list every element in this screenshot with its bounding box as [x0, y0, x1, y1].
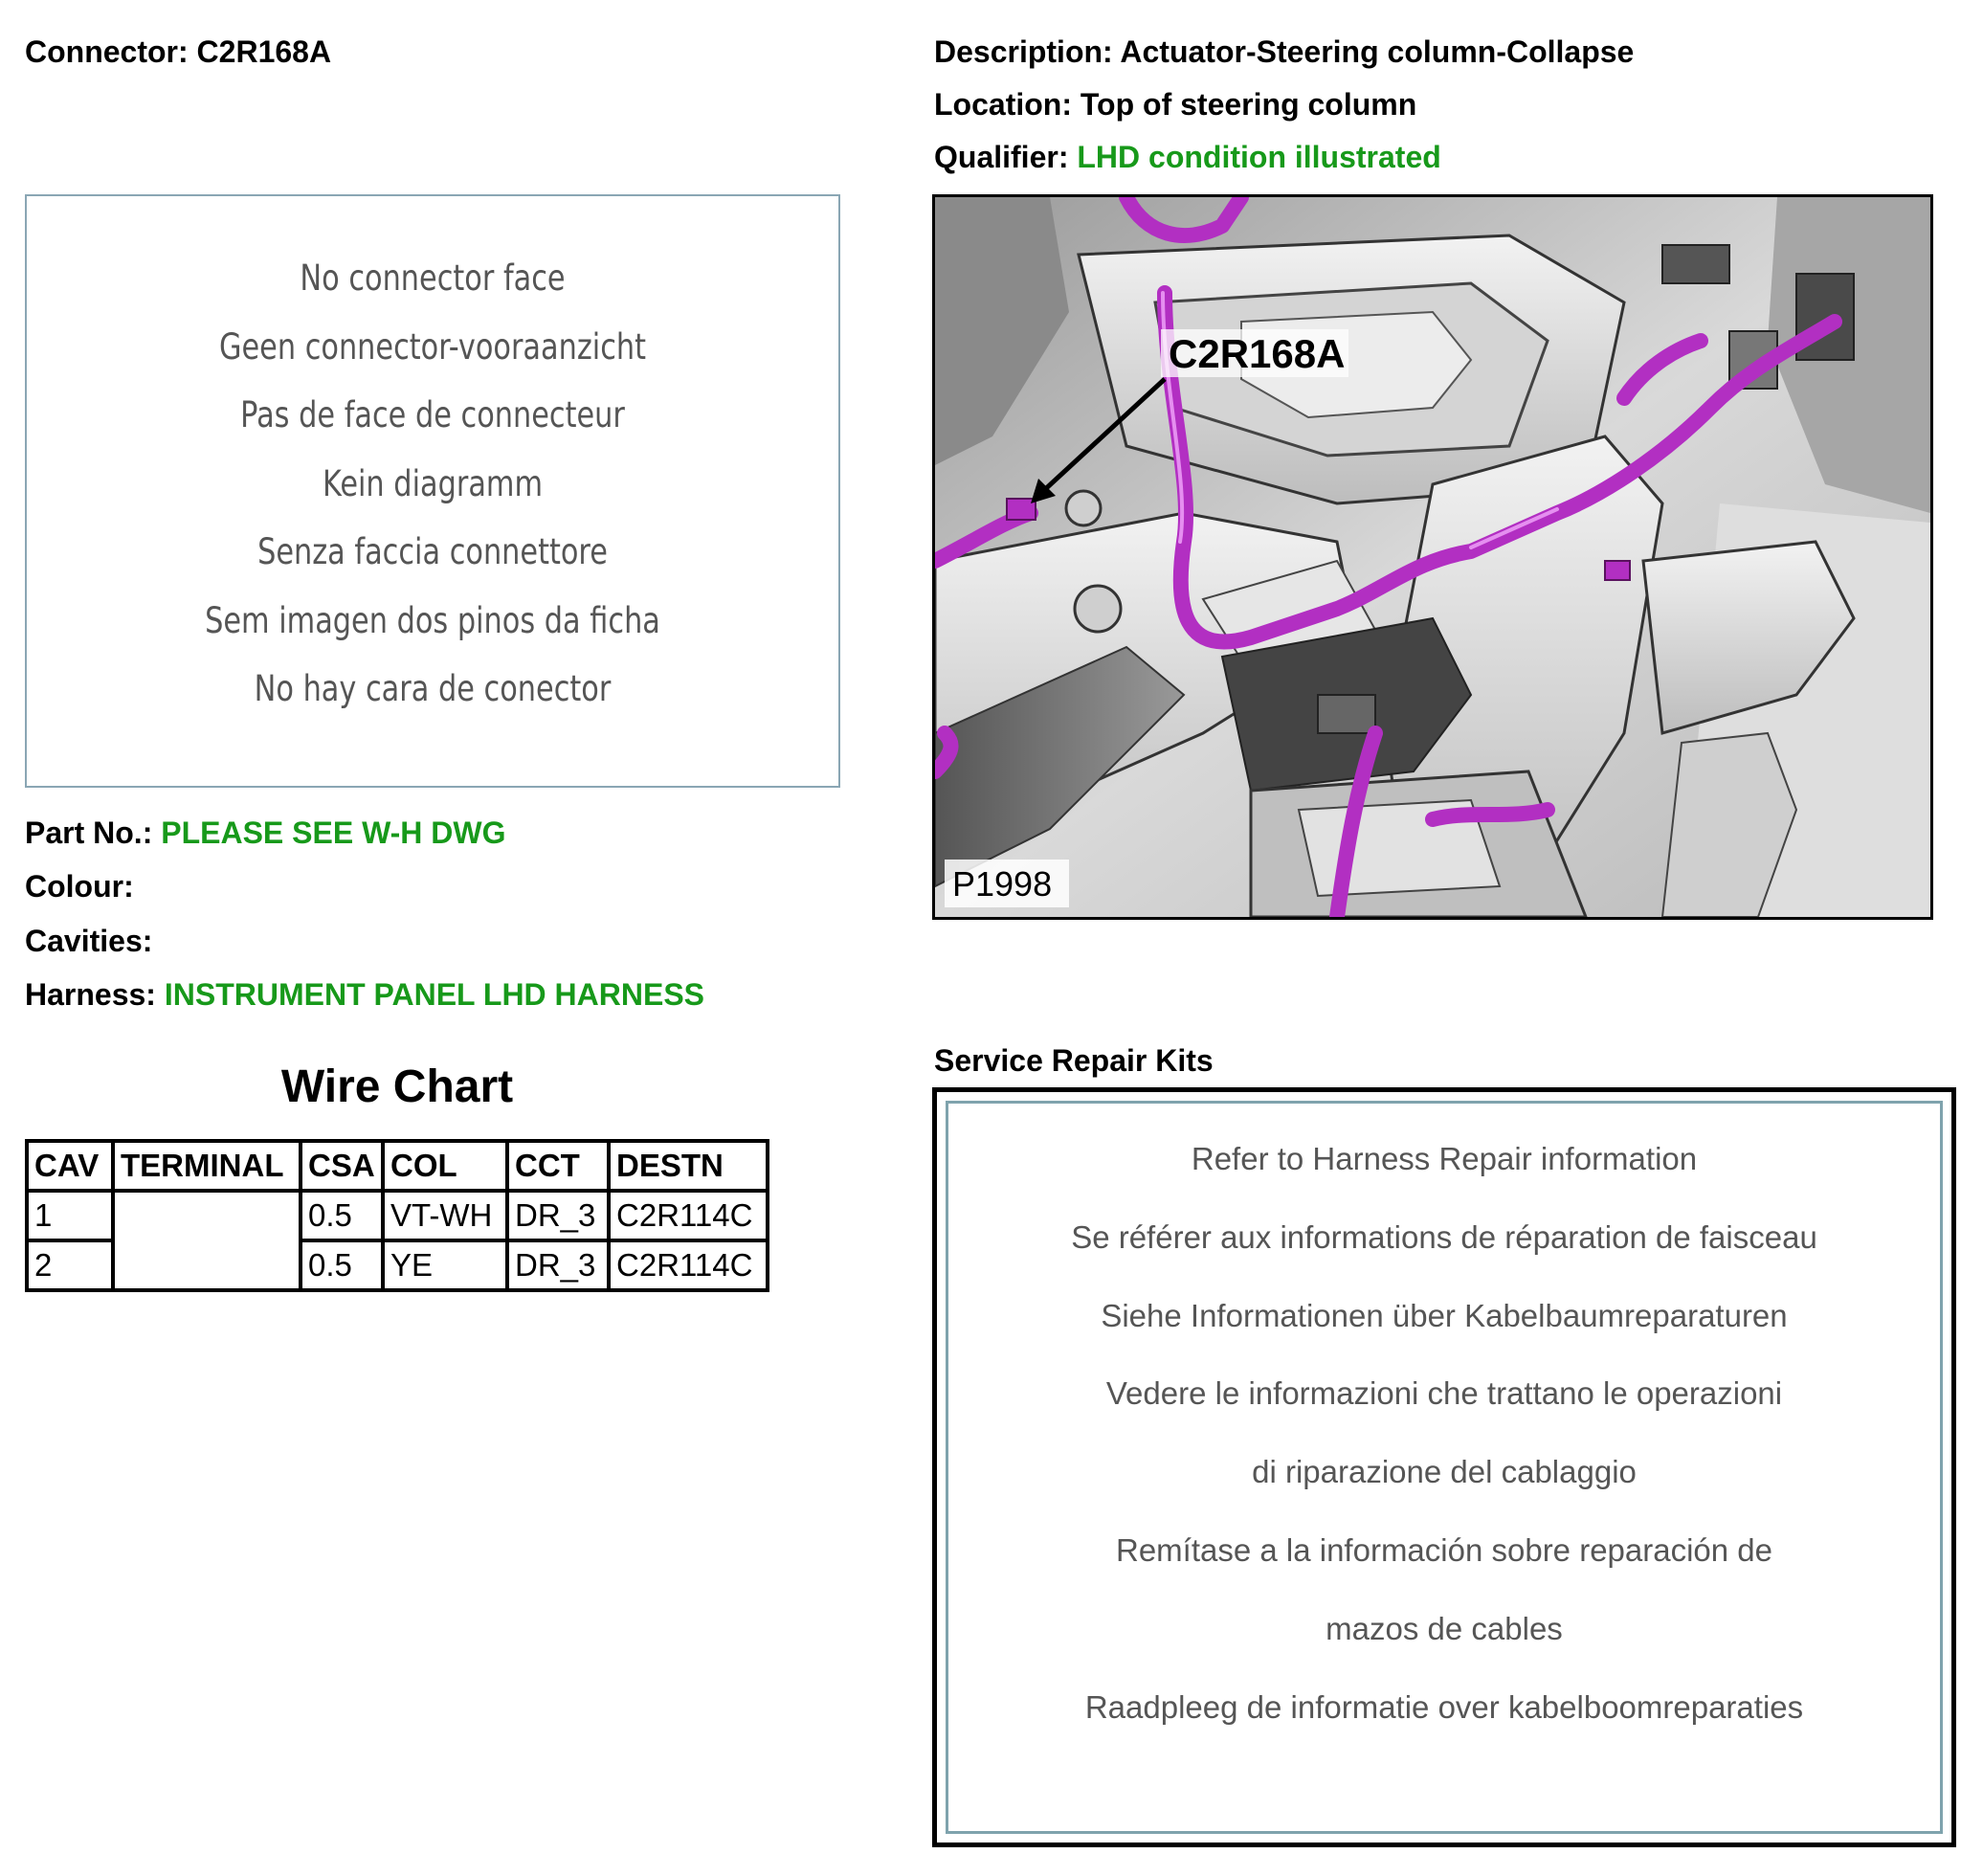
- cavities-line: [25, 924, 152, 959]
- header-cav: CAV: [27, 1141, 113, 1191]
- face-notice-line: Pas de face de connecteur: [240, 394, 625, 436]
- connector-face-box: [25, 194, 840, 788]
- part-no-value: PLEASE SEE W-H DWG: [161, 815, 506, 850]
- face-notice-line: No connector face: [300, 257, 566, 299]
- figure-id: P1998: [952, 864, 1053, 904]
- description-label: Description:: [934, 34, 1113, 69]
- connector-face-notice: [100, 250, 765, 729]
- header-destn: DESTN: [609, 1141, 768, 1191]
- table-row: [27, 1191, 768, 1240]
- repair-kit-line: mazos de cables: [1326, 1610, 1563, 1646]
- cell-destn: C2R114C: [609, 1240, 768, 1290]
- face-notice-line: Kein diagramm: [322, 462, 544, 504]
- callout-label: C2R168A: [1169, 331, 1346, 376]
- wire-chart-title: Wire Chart: [280, 1061, 514, 1112]
- cell-csa: 0.5: [301, 1191, 383, 1240]
- repair-kit-line: Siehe Informationen über Kabelbaumreparaturen: [1101, 1297, 1788, 1333]
- face-notice-line: Sem imagen dos pinos da ficha: [205, 599, 660, 641]
- connector-value: C2R168A: [196, 34, 332, 69]
- cell-col: YE: [383, 1240, 507, 1290]
- header-csa: CSA: [301, 1141, 383, 1191]
- qualifier-line: [934, 140, 1441, 175]
- wire-chart-table: [25, 1139, 769, 1292]
- header-cct: CCT: [507, 1141, 609, 1191]
- cell-cct: DR_3: [507, 1191, 609, 1240]
- cell-csa: 0.5: [301, 1240, 383, 1290]
- service-repair-kits-title: Service Repair Kits: [934, 1043, 1214, 1078]
- repair-kit-line: Vedere le informazioni che trattano le operazioni: [1105, 1375, 1783, 1412]
- face-notice-line: Geen connector-vooraanzicht: [218, 325, 647, 368]
- face-notice-line: No hay cara de conector: [254, 668, 612, 709]
- location-line: [934, 87, 1416, 123]
- wire-chart-header-row: [27, 1141, 768, 1191]
- location-value: Top of steering column: [1080, 87, 1417, 122]
- harness-line: [25, 977, 704, 1013]
- cell-terminal: [113, 1191, 301, 1290]
- cell-cav: 2: [27, 1240, 113, 1290]
- cell-cav: 1: [27, 1191, 113, 1240]
- part-no-label: Part No.:: [25, 815, 153, 850]
- cell-destn: C2R114C: [609, 1191, 768, 1240]
- repair-kit-line: Remítase a la información sobre reparación de: [1115, 1531, 1773, 1568]
- repair-kit-line: di riparazione del cablaggio: [1252, 1454, 1637, 1490]
- cell-cct: DR_3: [507, 1240, 609, 1290]
- description-line: [934, 34, 1634, 70]
- harness-label: Harness:: [25, 977, 156, 1012]
- colour-line: [25, 869, 134, 904]
- connector-location-illustration: [932, 194, 1933, 920]
- header-terminal: TERMINAL: [113, 1141, 301, 1191]
- connector-label: Connector:: [25, 34, 189, 69]
- qualifier-label: Qualifier:: [934, 140, 1069, 174]
- header-col: COL: [383, 1141, 507, 1191]
- qualifier-value: LHD condition illustrated: [1077, 140, 1441, 174]
- service-repair-kits-text: [948, 1130, 1940, 1756]
- steering-column-drawing: [935, 197, 1930, 917]
- colour-label: Colour:: [25, 869, 134, 904]
- connector-line: [25, 34, 331, 70]
- part-no-line: [25, 815, 506, 851]
- repair-kit-line: Refer to Harness Repair information: [1191, 1141, 1698, 1176]
- location-label: Location:: [934, 87, 1072, 122]
- repair-kit-line: Raadpleeg de informatie over kabelboomreparaties: [1084, 1688, 1804, 1725]
- face-notice-line: Senza faccia connettore: [257, 531, 608, 572]
- harness-value: INSTRUMENT PANEL LHD HARNESS: [164, 977, 705, 1012]
- cell-col: VT-WH: [383, 1191, 507, 1240]
- service-repair-kits-box: [932, 1087, 1956, 1847]
- description-value: Actuator-Steering column-Collapse: [1120, 34, 1635, 69]
- service-repair-kits-inner: [946, 1101, 1943, 1834]
- cavities-label: Cavities:: [25, 924, 153, 958]
- repair-kit-line: Se référer aux informations de réparation de faisceau: [1071, 1218, 1817, 1255]
